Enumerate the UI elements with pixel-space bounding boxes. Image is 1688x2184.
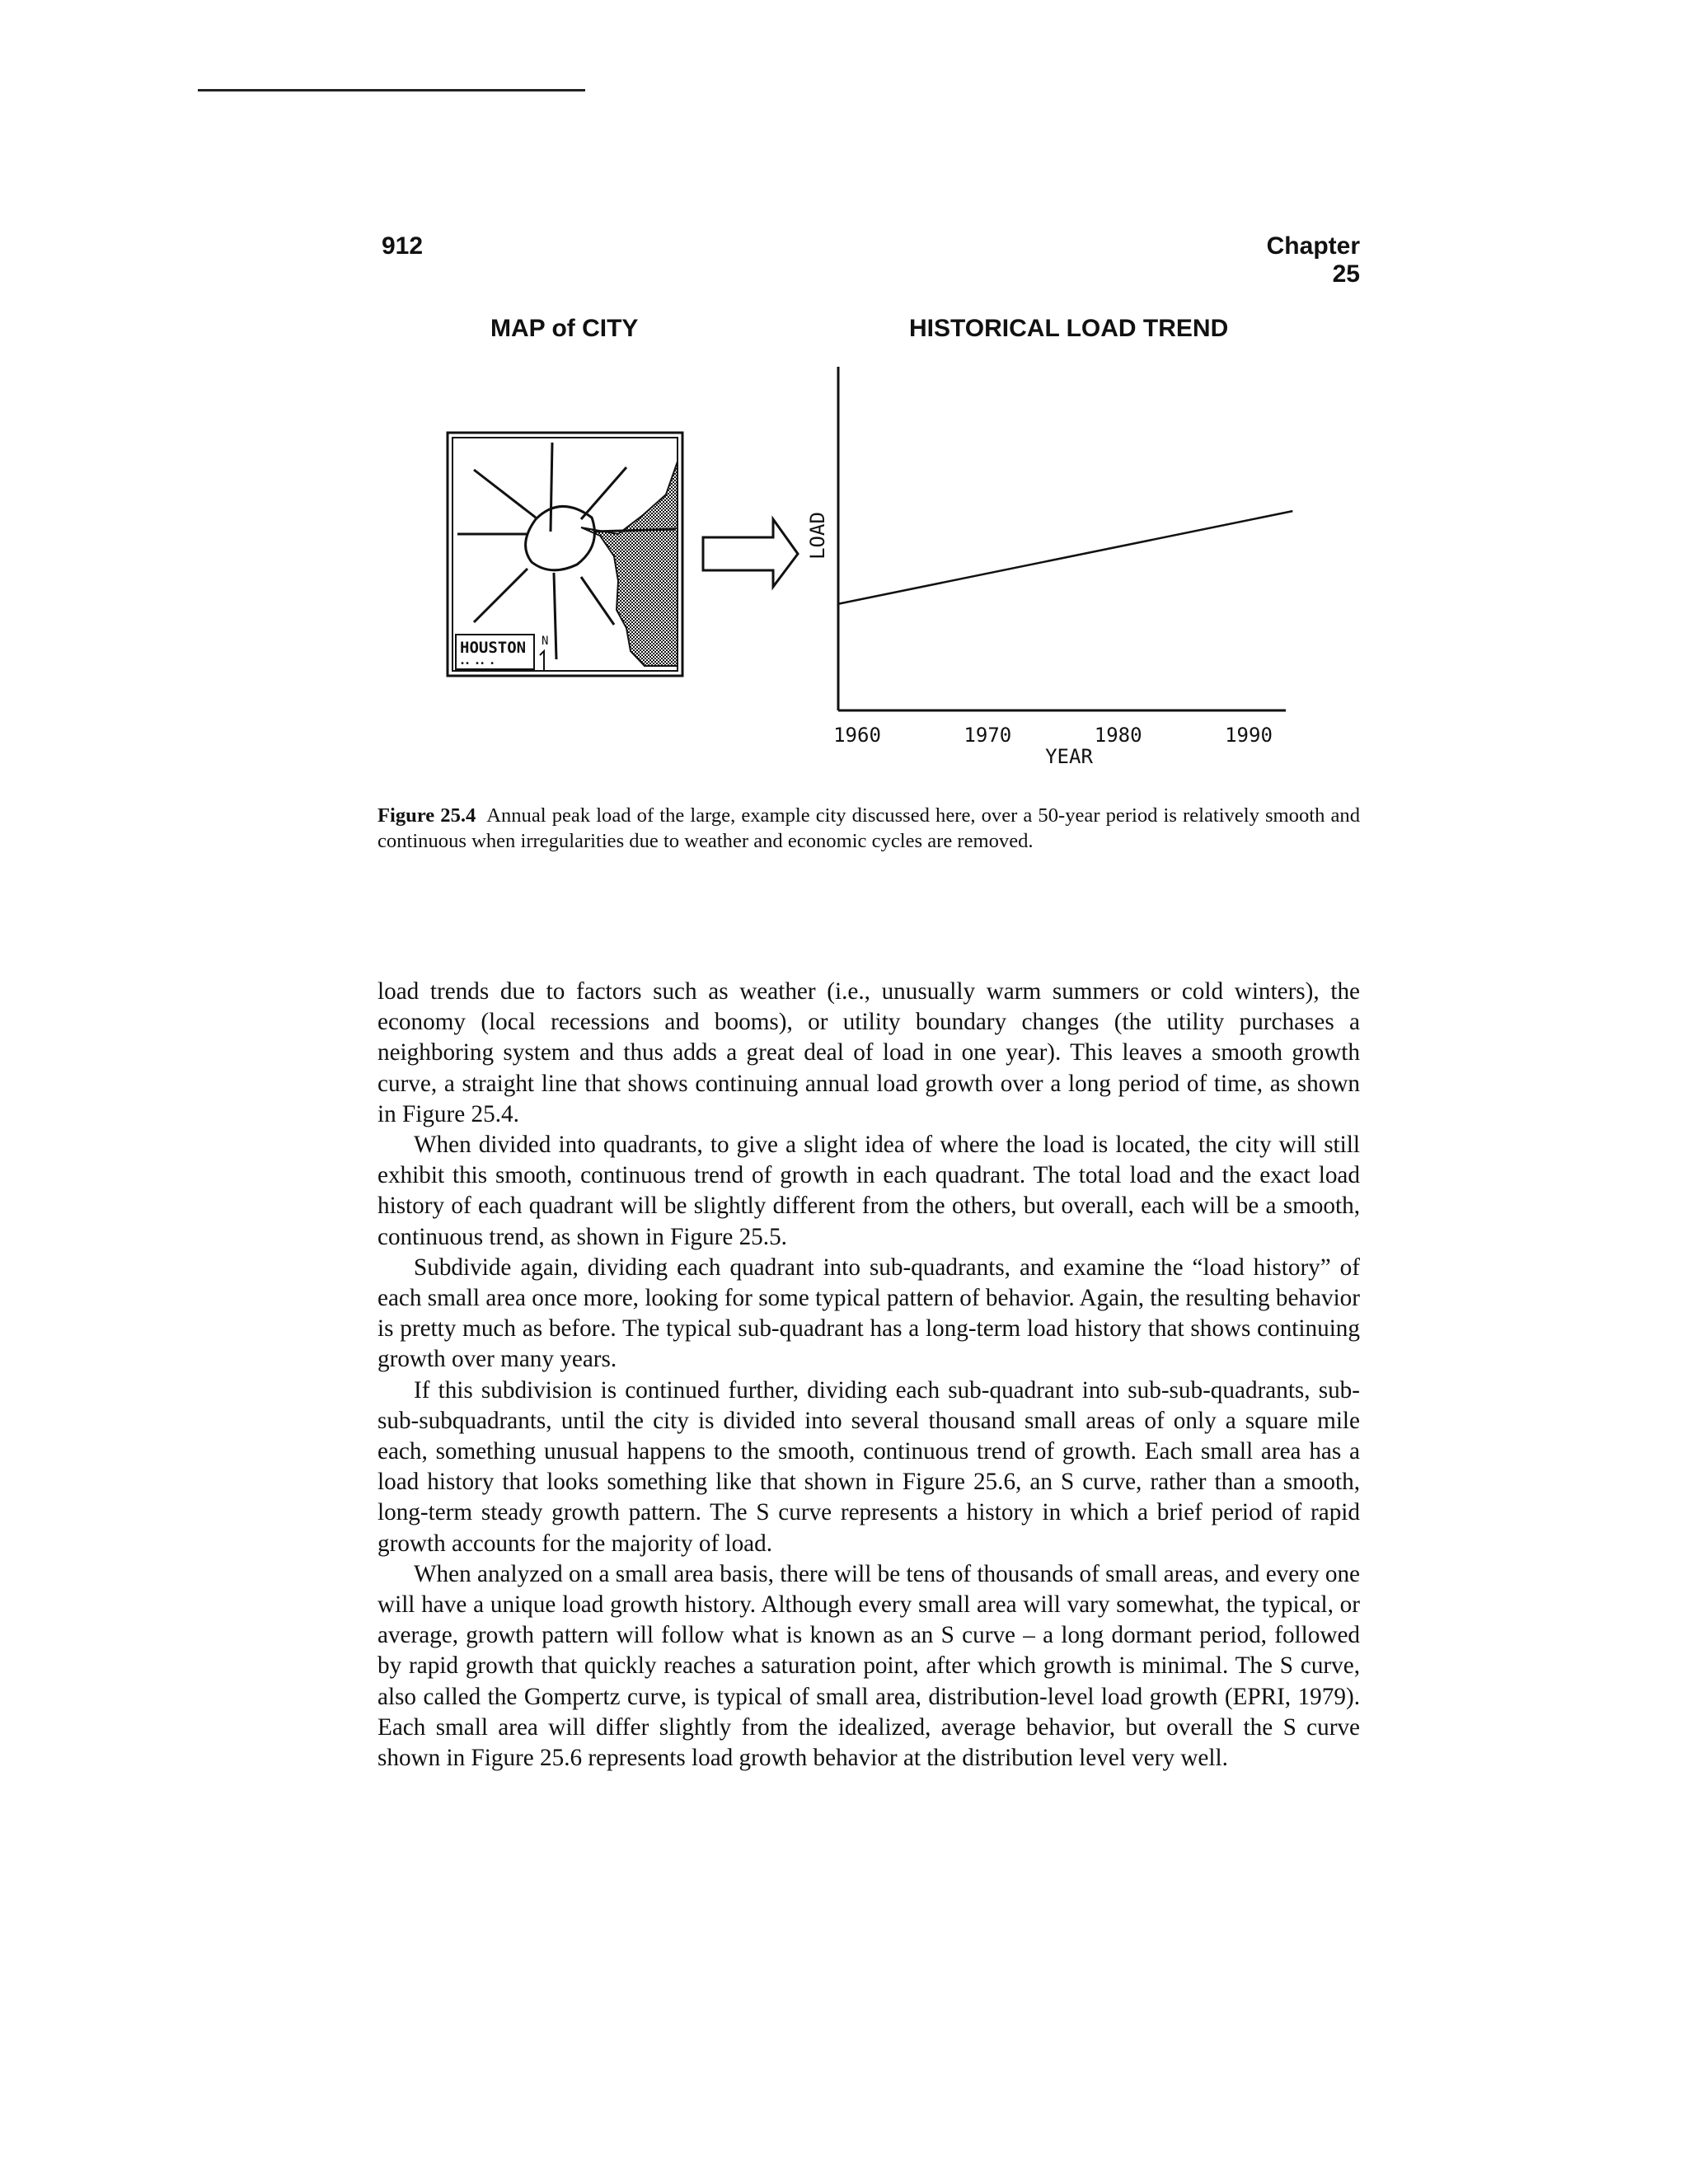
paragraph: If this subdivision is continued further, dividing each sub-quadrant into sub-sub-quadrants, sub-sub-subquadrants, until the city is divided into several thousand small areas of only a square mile each, something unusual happens to the smooth, continuous trend of growth. Each small area has a load history that looks something like that shown in Figure 25.6, an S curve, rather than a smooth, long-term steady growth pattern. The S curve represents a history in which a brief period of rapid growth accounts for the majority of load. [377,1376,1360,1557]
right-arrow-icon [703,519,798,587]
paragraph: When analyzed on a small area basis, there will be tens of thousands of small areas, and every one will have a unique load growth history. Although every small area will vary somewhat, the typical, or average, growth pattern will follow what is known as an S curve – a long dormant period, followed by rapid growth that quickly reaches a saturation point, after which growth is minimal. The S curve, also called the Gompertz curve, is typical of small area, distribution-level load growth (EPRI, 1979). Each small area will differ slightly from the idealized, average behavior, but overall the S curve shown in Figure 25.6 represents load growth behavior at the distribution level very well. [377,1560,1360,1772]
x-tick-label: 1960 [833,724,881,747]
paragraph: Subdivide again, dividing each quadrant into sub-quadrants, and examine the “load history” of each small area once more, looking for some typical pattern of behavior. Again, the resulting behavior is pretty much as before. The typical sub-quadrant has a long-term load history that shows continuing growth over many years. [377,1254,1360,1373]
caption-text: Annual peak load of the large, example city discussed here, over a 50-year period is relatively smooth and continuous when irregularities due to weather and economic cycles are removed. [377,804,1361,852]
x-tick-label: 1970 [964,724,1012,747]
x-axis-label: YEAR [1045,745,1093,768]
north-marker-label: N [542,635,549,648]
houston-sublabel-marks: •• •• • [460,659,495,668]
houston-label: HOUSTON [460,639,527,657]
x-tick-label: 1980 [1094,724,1142,747]
figure-label: Figure 25.4 [377,804,476,827]
body-text [377,977,1360,1774]
series-line [838,511,1292,604]
x-tick-label: 1990 [1225,724,1273,747]
paragraph: load trends due to factors such as weather (i.e., unusually warm summers or cold winters), the economy (local recessions and booms), or utility boundary changes (the utility purchases a neighboring system and thus adds a great deal of load in one year). This leaves a smooth growth curve, a straight line that shows continuing annual load growth over a long period of time, as shown in Figure 25.4. [377,978,1360,1127]
y-axis-label: LOAD [806,512,829,560]
load-trend-chart [806,367,1292,768]
figure-caption [377,803,1360,854]
page-number: 912 [382,232,424,260]
figure-25-4 [0,0,1688,791]
map-panel-title: MAP of CITY [490,315,639,342]
chapter-label: Chapter 25 [1266,232,1360,288]
chart-title: HISTORICAL LOAD TREND [909,315,1229,342]
city-map [448,433,682,676]
paragraph: When divided into quadrants, to give a slight idea of where the load is located, the city will still exhibit this smooth, continuous trend of growth in each quadrant. The total load and the exact load history of each quadrant will be slightly different from the others, but overall, each will be a smooth, continuous trend, as shown in Figure 25.5. [377,1132,1360,1250]
houston-label-box [456,635,534,669]
